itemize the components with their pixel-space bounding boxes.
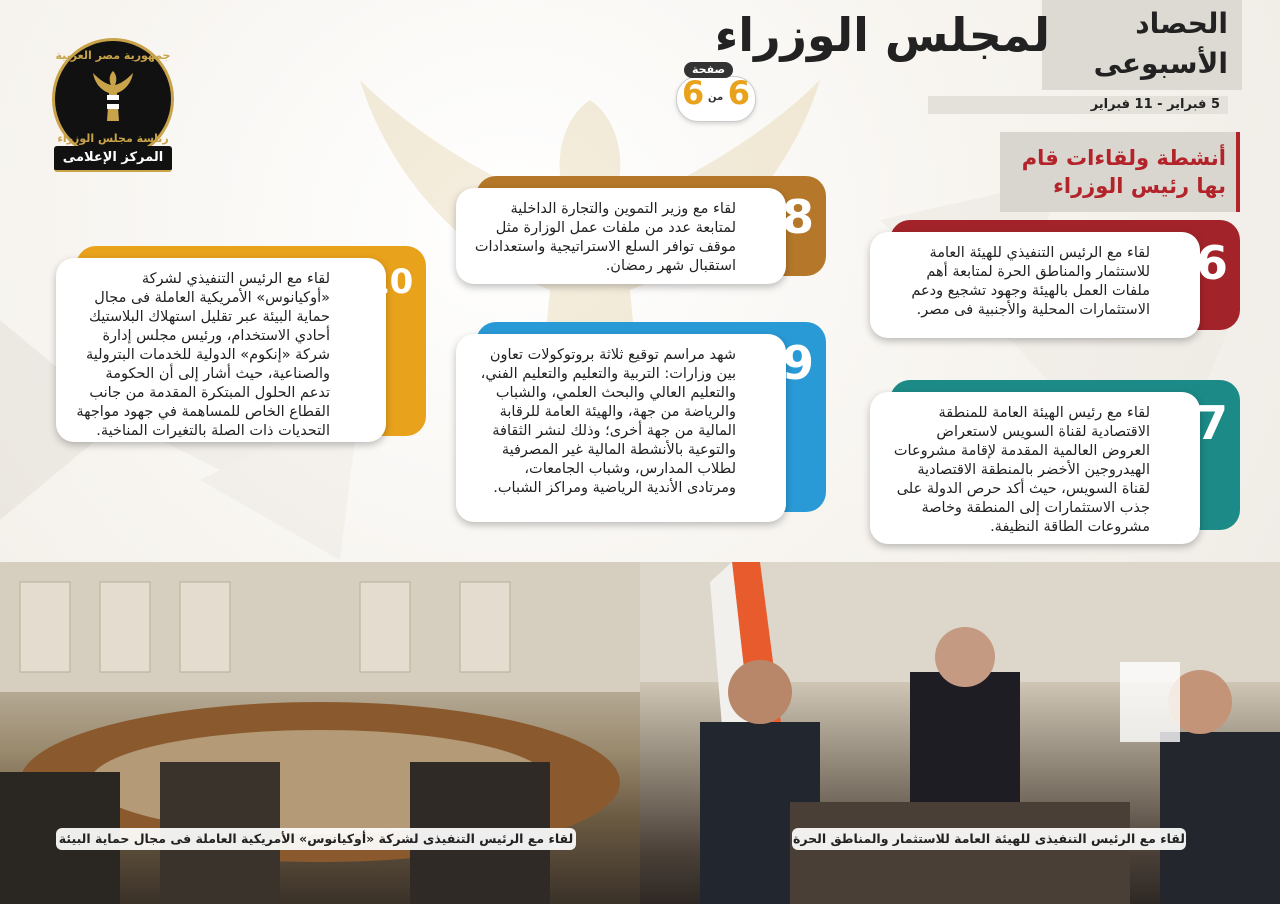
subtitle-line-1: الحصاد bbox=[1135, 7, 1228, 40]
meeting-room-illustration bbox=[0, 562, 640, 904]
page-total: 6 bbox=[682, 74, 705, 112]
card-6-text: لقاء مع الرئيس التنفيذي للهيئة العامة للاستثمار والمناطق الحرة لمتابعة أهم ملفات العمل بالهيئة وجهود تشجيع ودعم الاستثمارات المحلية والأجنبية فى مصر. bbox=[911, 245, 1150, 318]
page-of: من bbox=[708, 92, 724, 103]
activity-card-7 bbox=[870, 392, 1200, 544]
activity-card-6 bbox=[870, 232, 1200, 338]
card-9-text: شهد مراسم توقيع ثلاثة بروتوكولات تعاون بين وزارات: التربية والتعليم والتعليم الفني، والتعليم العالي والبحث العلمي، والشباب والرياضة من جهة، والهيئة العامة للرقابة المالية من جهة أخرى؛ وذلك لنشر الثقافة والتوعية بالأنشطة المالية غير المصرفية لطلاب المدارس، وشباب الجامعات، ومرتادى الأندية الرياضية ومراكز الشباب. bbox=[480, 347, 736, 496]
card-8-text: لقاء مع وزير التموين والتجارة الداخلية لمتابعة عدد من ملفات عمل الوزارة مثل موقف توافر السلع الاستراتيجية واستعدادات استقبال شهر رمضان. bbox=[474, 201, 736, 274]
meeting-photo-right bbox=[640, 562, 1280, 904]
header-subtitle bbox=[1058, 4, 1228, 84]
card-8-number: 8 bbox=[782, 190, 815, 244]
cabinet-logo bbox=[52, 38, 174, 160]
card-7-number: 7 bbox=[1196, 396, 1229, 450]
meeting-photo-left bbox=[0, 562, 640, 904]
page-label: صفحة bbox=[684, 62, 733, 78]
card-6-number: 6 bbox=[1196, 236, 1229, 290]
page-current: 6 bbox=[727, 74, 750, 112]
page-title: لمجلس الوزراء bbox=[714, 8, 1050, 62]
page-indicator bbox=[672, 62, 758, 122]
section-title-bar bbox=[1236, 132, 1240, 212]
section-title-line-2: بها رئيس الوزراء bbox=[1053, 174, 1226, 198]
card-9-number: 9 bbox=[782, 336, 815, 390]
date-range: 5 فبراير - 11 فبراير bbox=[928, 96, 1228, 114]
activity-card-8 bbox=[456, 188, 786, 284]
card-10-text: لقاء مع الرئيس التنفيذي لشركة «أوكيانوس» الأمريكية العاملة فى مجال حماية البيئة عبر تقليل استهلاك البلاستيك أحادي الاستخدام، ورئيس مجلس إدارة شركة «إنكوم» الدولية للخدمات البترولية والصناعية، حيث أشار إلى أن الحكومة تدعم الحلول المبتكرة المقدمة من جانب القطاع الخاص للمساهمة في جهود مواجهة التحديات ذات الصلة بالتغيرات المناخية. bbox=[76, 271, 330, 439]
card-7-text: لقاء مع رئيس الهيئة العامة للمنطقة الاقتصادية لقناة السويس لاستعراض العروض العالمية المقدمة لإقامة مشروعات الهيدروجين الأخضر بالمنطقة الاقتصادية لقناة السويس، حيث أكد حرص الدولة على جذب الاستثمارات إلى المنطقة وخاصة مشروعات الطاقة النظيفة. bbox=[893, 405, 1150, 535]
logo-banner: المركز الإعلامى bbox=[54, 146, 172, 172]
logo-ring-top: جمهورية مصر العربية bbox=[55, 49, 171, 62]
eagle-emblem-icon bbox=[91, 69, 135, 125]
section-title bbox=[1000, 132, 1240, 212]
logo-ring-bottom: رئاسة مجلس الوزراء bbox=[57, 132, 169, 145]
office-meeting-illustration bbox=[640, 562, 1280, 904]
activity-card-10 bbox=[56, 258, 386, 442]
activity-card-9 bbox=[456, 334, 786, 522]
card-10-number: 10 bbox=[366, 262, 414, 302]
photo-caption-left: لقاء مع الرئيس التنفيذى لشركة «أوكيانوس» الأمريكية العاملة فى مجال حماية البيئة bbox=[56, 828, 576, 850]
photo-caption-right: لقاء مع الرئيس التنفيذى للهيئة العامة للاستثمار والمناطق الحرة bbox=[792, 828, 1186, 850]
subtitle-line-2: الأسبوعى bbox=[1093, 47, 1228, 80]
section-title-line-1: أنشطة ولقاءات قام bbox=[1021, 146, 1226, 170]
